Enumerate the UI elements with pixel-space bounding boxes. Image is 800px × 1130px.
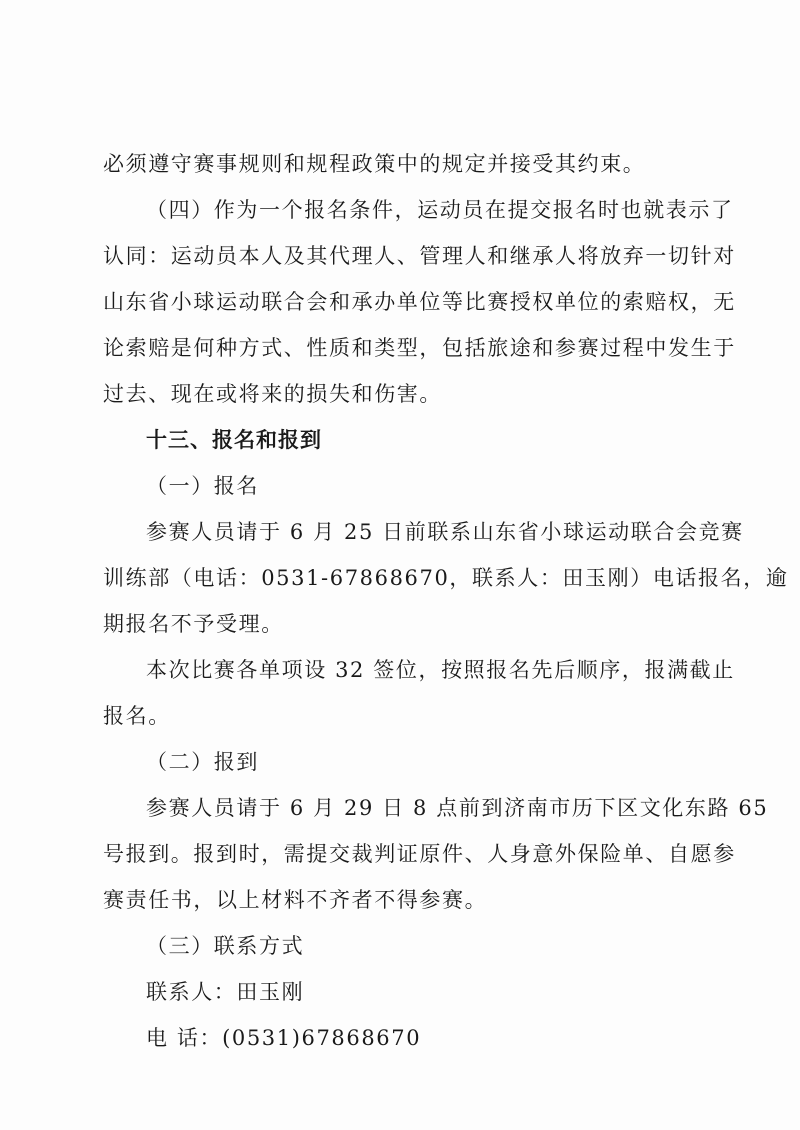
subsection-heading: （二）报到: [146, 750, 259, 774]
section-heading: 十三、报名和报到: [146, 428, 322, 452]
paragraph-line: 必须遵守赛事规则和规程政策中的规定并接受其约束。: [103, 152, 646, 176]
subsection-heading: （三）联系方式: [146, 934, 305, 958]
paragraph-line: 训练部（电话：0531-67868670，联系人：田玉刚）电话报名，逾: [103, 566, 789, 590]
paragraph-line: （四）作为一个报名条件，运动员在提交报名时也就表示了: [146, 198, 734, 222]
paragraph-line: 论索赔是何种方式、性质和类型，包括旅途和参赛过程中发生于: [103, 336, 736, 360]
paragraph-line: 本次比赛各单项设 32 签位，按照报名先后顺序，报满截止: [146, 658, 735, 682]
paragraph-line: 参赛人员请于 6 月 29 日 8 点前到济南市历下区文化东路 65: [146, 796, 769, 820]
paragraph-line: 号报到。报到时，需提交裁判证原件、人身意外保险单、自愿参: [103, 842, 736, 866]
document-body: [103, 141, 789, 1061]
paragraph-line: 期报名不予受理。: [103, 612, 284, 636]
contact-person: 联系人：田玉刚: [146, 980, 305, 1004]
paragraph-line: 认同：运动员本人及其代理人、管理人和继承人将放弃一切针对: [103, 244, 736, 268]
paragraph-line: 过去、现在或将来的损失和伤害。: [103, 382, 442, 406]
paragraph-line: 山东省小球运动联合会和承办单位等比赛授权单位的索赔权，无: [103, 290, 736, 314]
paragraph-line: 赛责任书，以上材料不齐者不得参赛。: [103, 888, 488, 912]
subsection-heading: （一）报名: [146, 474, 259, 498]
paragraph-line: 参赛人员请于 6 月 25 日前联系山东省小球运动联合会竞赛: [146, 520, 744, 544]
contact-phone: 电 话：(0531)67868670: [146, 1026, 422, 1050]
paragraph-line: 报名。: [103, 704, 171, 728]
